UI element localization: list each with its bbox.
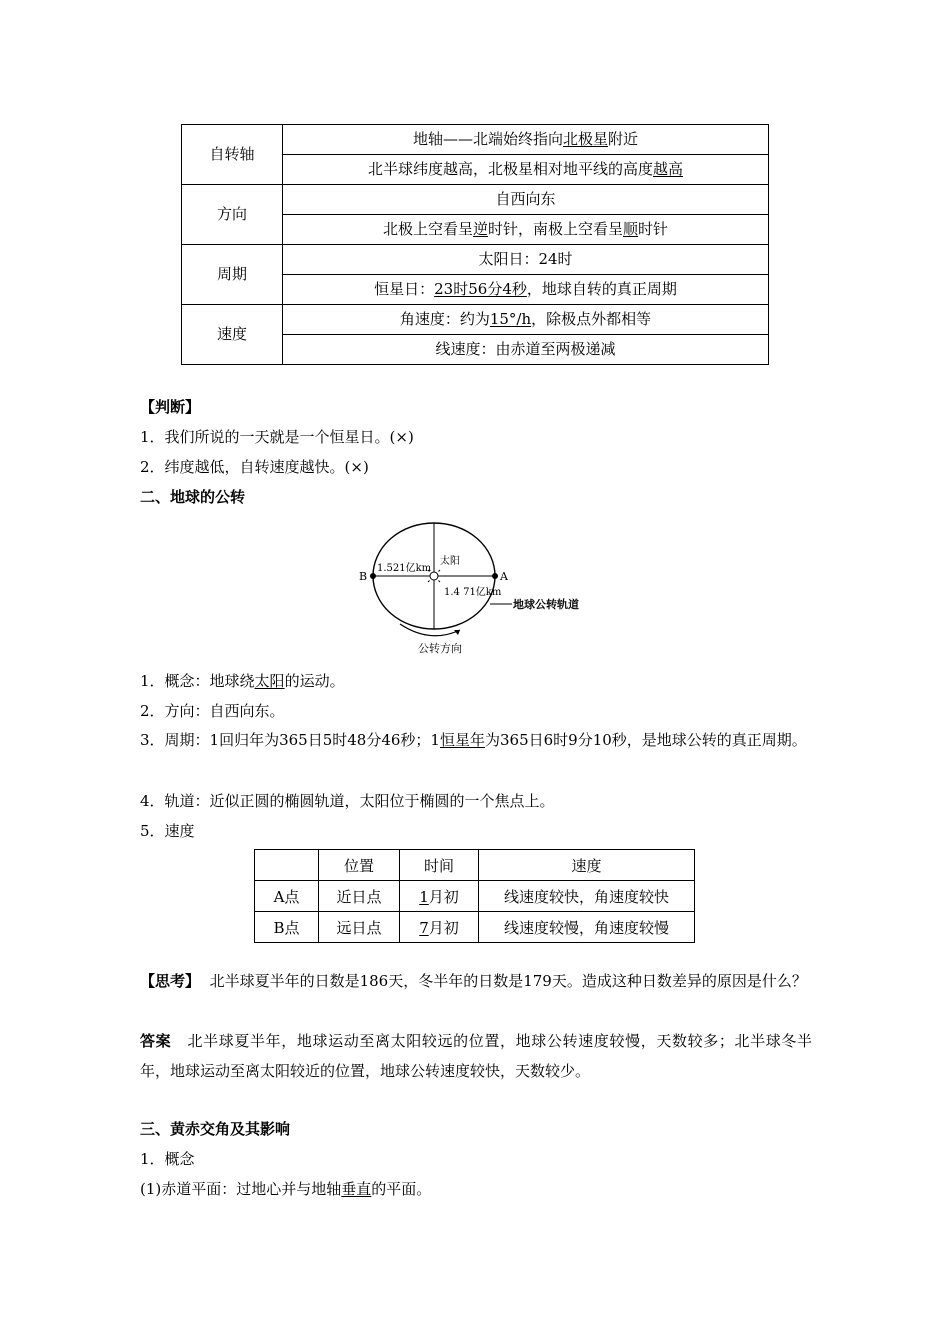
list-item: 2．方向：自西向东。: [140, 702, 285, 720]
table-cell: 1月初: [400, 881, 479, 912]
rotation-table: [181, 124, 769, 365]
row-label: 周期: [182, 245, 283, 305]
speed-table: [254, 849, 695, 943]
table-row: [182, 185, 769, 215]
row-label: 方向: [182, 185, 283, 245]
table-cell: B点: [255, 912, 319, 943]
table-cell: 线速度较慢，角速度较慢: [479, 912, 695, 943]
point-a: [492, 573, 498, 579]
sun-label: 太阳: [440, 556, 460, 567]
point-b: [370, 573, 376, 579]
judge-item: 1．我们所说的一天就是一个恒星日。(×): [140, 428, 414, 446]
table-cell: 线速度较快，角速度较快: [479, 881, 695, 912]
think-answer: 答案 北半球夏半年，地球运动至离太阳较远的位置，地球公转速度较慢，天数较多；北半球冬半年，地球运动至离太阳较近的位置，地球公转速度较快，天数较少。: [140, 1032, 812, 1080]
header-cell: 时间: [400, 850, 479, 881]
table-row: [182, 125, 769, 155]
table-cell: 远日点: [319, 912, 400, 943]
table-cell: 自西向东: [283, 185, 769, 215]
table-cell: 北极上空看呈逆时针，南极上空看呈顺时针: [283, 215, 769, 245]
table-cell: 近日点: [319, 881, 400, 912]
direction-arrow: [400, 624, 460, 636]
header-cell: [255, 850, 319, 881]
row-label: 自转轴: [182, 125, 283, 185]
judge-heading: 【判断】: [140, 398, 201, 416]
section-title: 三、黄赤交角及其影响: [140, 1120, 291, 1138]
label-b: B: [359, 570, 368, 583]
section-title: 二、地球的公转: [140, 488, 246, 506]
header-cell: 速度: [479, 850, 695, 881]
think-question: 【思考】 北半球夏半年的日数是186天，冬半年的日数是179天。造成这种日数差异的原因是什么？: [140, 972, 807, 990]
table-cell: 恒星日：23时56分4秒，地球自转的真正周期: [283, 275, 769, 305]
table-row: [255, 881, 695, 912]
table-header-row: [255, 850, 695, 881]
distance-perihelion: 1.4 71亿km: [444, 587, 502, 598]
table-row: [182, 245, 769, 275]
table-cell: 地轴——北端始终指向北极星附近: [283, 125, 769, 155]
orbit-label: 地球公转轨道: [513, 598, 579, 611]
table-row: [182, 305, 769, 335]
direction-label: 公转方向: [418, 642, 462, 655]
orbit-diagram: [350, 520, 610, 660]
table-cell: 角速度：约为15°/h，除极点外都相等: [283, 305, 769, 335]
list-item: 3．周期：1回归年为365日5时48分46秒；1恒星年为365日6时9分10秒，是地球公转的真正周期。: [140, 731, 807, 749]
header-cell: 位置: [319, 850, 400, 881]
row-label: 速度: [182, 305, 283, 365]
judge-item: 2．纬度越低，自转速度越快。(×): [140, 458, 369, 476]
label-a: A: [500, 570, 508, 583]
distance-aphelion: 1.521亿km: [377, 563, 432, 574]
table-cell: 线速度：由赤道至两极递减: [283, 335, 769, 365]
list-item: 1．概念：地球绕太阳的运动。: [140, 672, 345, 690]
list-item: 1．概念: [140, 1150, 195, 1168]
table-cell: A点: [255, 881, 319, 912]
table-cell: 太阳日：24时: [283, 245, 769, 275]
list-item: (1)赤道平面：过地心并与地轴垂直的平面。: [140, 1180, 432, 1198]
list-item: 4．轨道：近似正圆的椭圆轨道，太阳位于椭圆的一个焦点上。: [140, 792, 555, 810]
list-item: 5．速度: [140, 822, 195, 840]
table-row: [255, 912, 695, 943]
table-cell: 7月初: [400, 912, 479, 943]
table-cell: 北半球纬度越高，北极星相对地平线的高度越高: [283, 155, 769, 185]
